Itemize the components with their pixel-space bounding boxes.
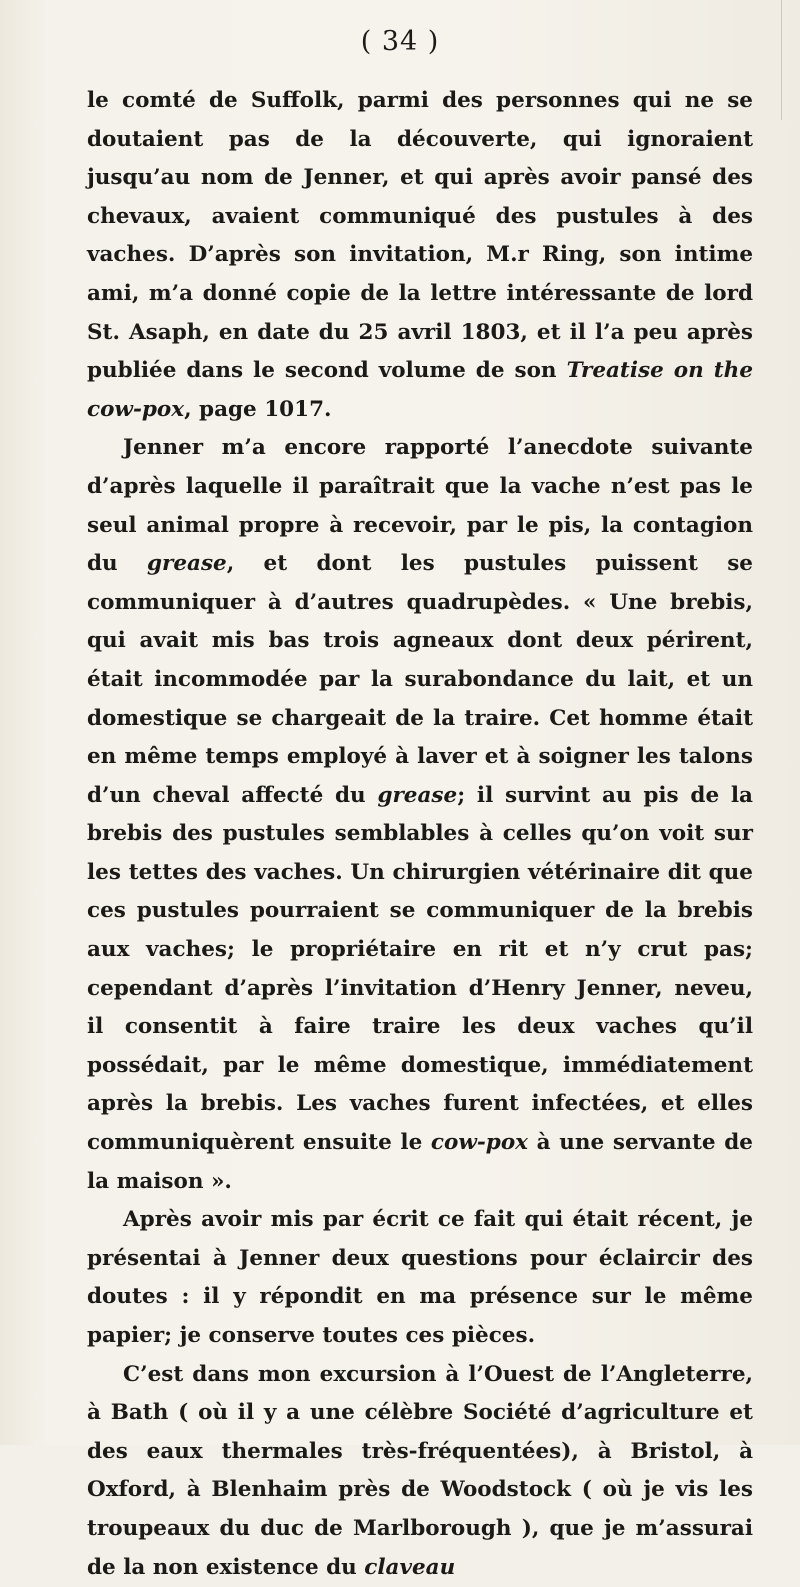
paragraph-2-text-1: Jenner m’a encore rapporté l’anecdote suivante d’après laquelle il paraîtrait que la vache n’est pas le seul animal propre à recevoir, par le pis, la contagion du [87,435,753,577]
paragraph-1-italic-title: Treatise on the cow-pox [87,358,753,422]
paragraph-3 [87,1201,753,1355]
paragraph-2 [87,429,753,1201]
page-number: ( 34 ) [360,26,440,57]
paragraph-3-text-1: Après avoir mis par écrit ce fait qui était récent, je présentai à Jenner deux questions pour éclaircir des doutes : il y répondit en ma présence sur le même papier; je conserve toutes ces pièces. [87,1207,753,1348]
paragraph-2-text-4: à une servante de la maison ». [87,1130,753,1194]
paragraph-1-text-2: , page 1017. [184,396,332,422]
paragraph-1-text-1: le comté de Suffolk, parmi des personnes qui ne se doutaient pas de la découverte, qui ignoraient jusqu’au nom de Jenner, et qui après avoir pansé des chevaux, avaient communiqué des pustules à des vaches. D’après son invitation, M.r Ring, son intime ami, m’a donné copie de la lettre intéressante de lord St. Asaph, en date du 25 avril 1803, et il l’a peu après publiée dans le second volume de son [87,88,753,384]
paragraph-4 [87,1356,753,1587]
paragraph-2-italic-grease-2: grease [377,782,458,808]
paragraph-2-italic-grease-1: grease [146,551,227,577]
paragraph-2-text-3: ; il survint au pis de la brebis des pustules semblables à celles qu’on voit sur les tettes des vaches. Un chirurgien vétérinaire dit que ces pustules pourraient se communiquer de la brebis aux vaches; le propriétaire en rit et n’y crut pas; cependant d’après l’invitation d’Henry Jenner, neveu, il consentit à faire traire les deux vaches qu’il possédait, par le même domestique, immédiatement après la brebis. Les vaches furent infectées, et elles communiquèrent ensuite le [87,782,753,1156]
paragraph-4-italic-claveau: claveau [364,1554,456,1580]
paragraph-2-italic-cowpox: cow-pox [430,1130,528,1156]
paragraph-4-text-1: C’est dans mon excursion à l’Ouest de l’Angleterre, à Bath ( où il y a une célèbre Société d’agriculture et des eaux thermales très-fréquentées), à Bristol, à Oxford, à Blenhaim près de Woodstock ( où je vis les troupeaux du duc de Marlborough ), que je m’assurai de la non existence du [87,1361,753,1580]
body-text [87,82,753,1587]
paragraph-1 [87,82,753,429]
page-fold-line [781,0,782,120]
paragraph-2-text-2: , et dont les pustules puissent se communiquer à d’autres quadrupèdes. « Une brebis, qui avait mis bas trois agneaux dont deux périrent, était incommodée par la surabondance du lait, et un domestique se chargeait de la traire. Cet homme était en même temps employé à laver et à soigner les talons d’un cheval affecté du [87,551,753,808]
